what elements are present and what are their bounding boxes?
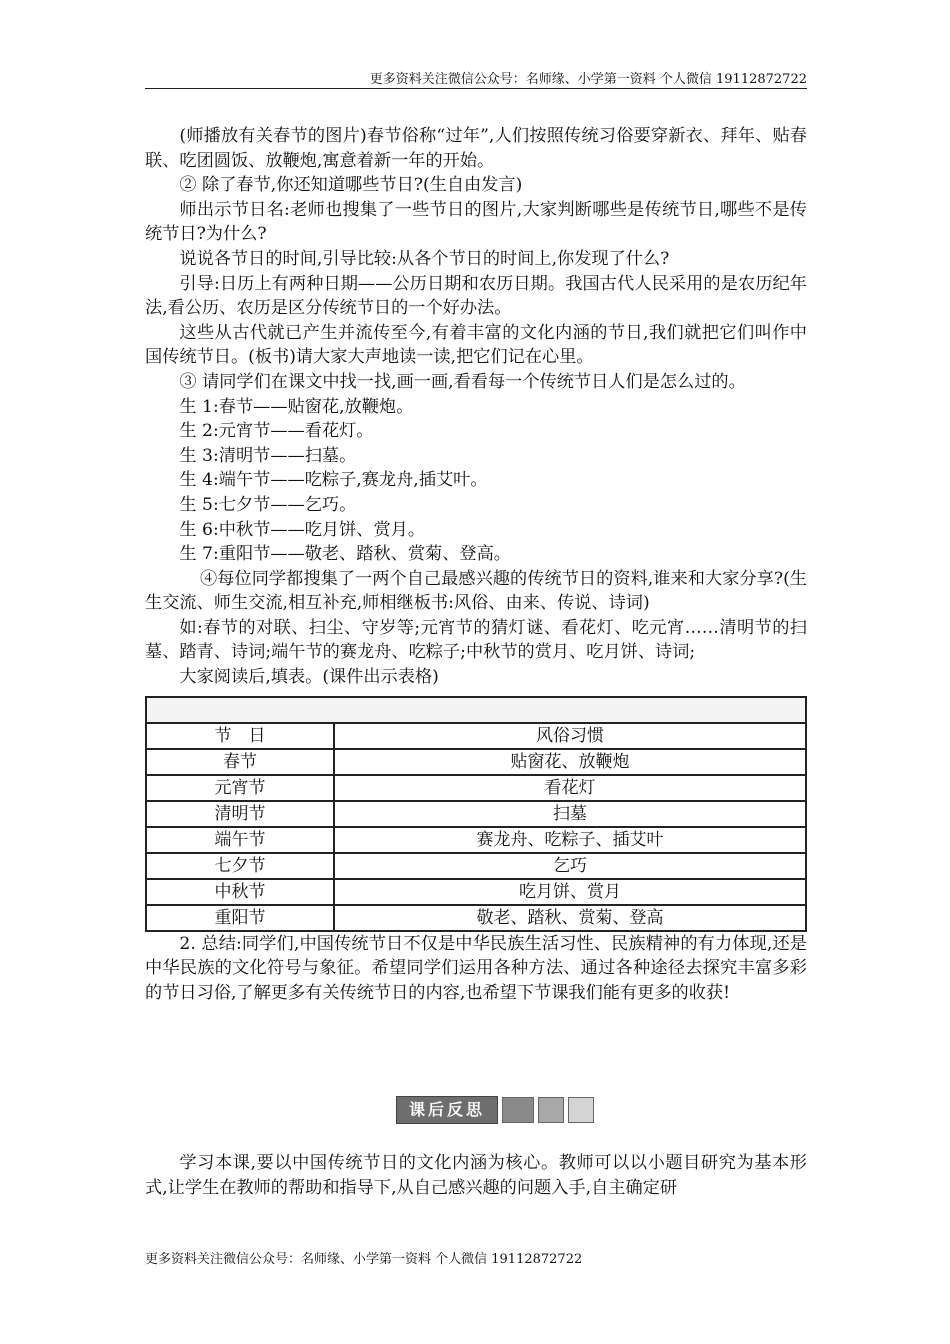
festival-table: [145, 696, 807, 932]
page-footer: 更多资料关注微信公众号：名师缘、小学第一资料 个人微信 19112872722: [145, 1252, 583, 1267]
customs-cell: 乞巧: [334, 853, 806, 879]
header-customs: 风俗习惯: [334, 723, 806, 749]
student-answer: 生 6:中秋节——吃月饼、赏月。: [179, 519, 426, 540]
customs-cell: 贴窗花、放鞭炮: [334, 749, 806, 775]
student-answer: 生 5:七夕节——乞巧。: [179, 494, 357, 515]
paragraph: 师出示节日名:老师也搜集了一些节日的图片,大家判断哪些是传统节日,哪些不是传统节日?为什么?: [145, 199, 807, 245]
table-row: [146, 879, 806, 905]
section-banner: [396, 1096, 594, 1124]
paragraph-example: 如:春节的对联、扫尘、守岁等;元宵节的猜灯谜、看花灯、吃元宵……清明节的扫墓、踏青、诗词;端午节的赛龙舟、吃粽子;中秋节的赏月、吃月饼、诗词;: [145, 617, 807, 663]
table-row: [146, 775, 806, 801]
festival-cell: 重阳节: [146, 905, 334, 931]
festival-cell: 清明节: [146, 801, 334, 827]
festival-cell: 中秋节: [146, 879, 334, 905]
paragraph-share: ④每位同学都搜集了一两个自己最感兴趣的传统节日的资料,谁来和大家分享?(生生交流、师生交流,相互补充,师相继板书:风俗、由来、传说、诗词): [145, 568, 807, 614]
paragraph: 说说各节日的时间,引导比较:从各个节日的时间上,你发现了什么?: [179, 248, 670, 269]
header-festival: 节 日: [146, 723, 334, 749]
festival-cell: 元宵节: [146, 775, 334, 801]
header-text: 更多资料关注微信公众号：名师缘、小学第一资料 个人微信 19112872722: [369, 72, 807, 87]
paragraph-summary: 2. 总结:同学们,中国传统节日不仅是中华民族生活习性、民族精神的有力体现,还是中华民族的文化符号与象征。希望同学们运用各种方法、通过各种途径去探究丰富多彩的节日习俗,了解更多有关传统节日的内容,也希望下节课我们能有更多的收获!: [145, 933, 807, 1003]
paragraph-reflection: 学习本课,要以中国传统节日的文化内涵为核心。教师可以以小题目研究为基本形式,让学生在教师的帮助和指导下,从自己感兴趣的问题入手,自主确定研: [145, 1153, 807, 1198]
table-row: [146, 801, 806, 827]
customs-cell: 赛龙舟、吃粽子、插艾叶: [334, 827, 806, 853]
paragraph: 引导:日历上有两种日期——公历日期和农历日期。我国古代人民采用的是农历纪年法,看公历、农历是区分传统节日的一个好办法。: [145, 273, 807, 319]
main-content: [145, 124, 807, 1005]
page-header: [145, 66, 807, 89]
paragraph-table-intro: 大家阅读后,填表。(课件出示表格): [179, 667, 439, 688]
student-answer: 生 7:重阳节——敬老、踏秋、赏菊、登高。: [179, 544, 511, 565]
table-title-row: [146, 697, 806, 723]
table-row: [146, 853, 806, 879]
paragraph: (师播放有关春节的图片)春节俗称“过年”,人们按照传统习俗要穿新衣、拜年、贴春联、吃团圆饭、放鞭炮,寓意着新一年的开始。: [145, 126, 807, 171]
festival-cell: 春节: [146, 749, 334, 775]
student-answer: 生 3:清明节——扫墓。: [179, 445, 357, 466]
customs-cell: 看花灯: [334, 775, 806, 801]
table-header-row: [146, 723, 806, 749]
table-row: [146, 749, 806, 775]
banner-label: 课后反思: [396, 1096, 498, 1124]
customs-cell: 扫墓: [334, 801, 806, 827]
student-answer: 生 1:春节——贴窗花,放鞭炮。: [179, 396, 414, 417]
paragraph: 这些从古代就已产生并流传至今,有着丰富的文化内涵的节日,我们就把它们叫作中国传统节日。(板书)请大家大声地读一读,把它们记在心里。: [145, 322, 807, 368]
table-row: [146, 905, 806, 931]
festival-cell: 七夕节: [146, 853, 334, 879]
table-row: [146, 827, 806, 853]
banner-square-icon: [568, 1097, 594, 1123]
paragraph: ③ 请同学们在课文中找一找,画一画,看看每一个传统节日人们是怎么过的。: [179, 371, 746, 392]
customs-cell: 吃月饼、赏月: [334, 879, 806, 905]
customs-cell: 敬老、踏秋、赏菊、登高: [334, 905, 806, 931]
student-answer: 生 4:端午节——吃粽子,赛龙舟,插艾叶。: [179, 470, 488, 491]
banner-square-icon: [502, 1097, 534, 1123]
banner-square-icon: [538, 1097, 564, 1123]
paragraph: ② 除了春节,你还知道哪些节日?(生自由发言): [179, 175, 523, 196]
festival-cell: 端午节: [146, 827, 334, 853]
student-answer: 生 2:元宵节——看花灯。: [179, 421, 374, 442]
reflection-content: [145, 1151, 807, 1200]
